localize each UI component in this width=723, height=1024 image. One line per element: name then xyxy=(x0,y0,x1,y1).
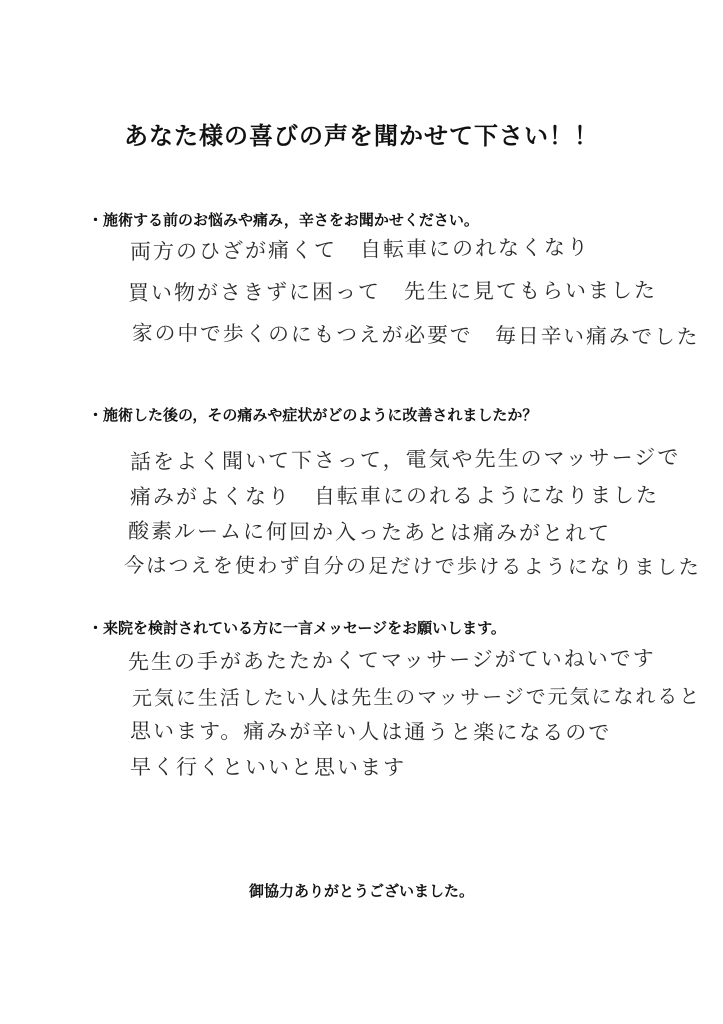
answer-before-line-2: 買い物がさきずに困って 先生に見てもらいました xyxy=(127,278,658,305)
answer-after-line-1: 話をよく聞いて下さって，電気や先生のマッサージで xyxy=(129,445,681,474)
answer-message-line-3: 思います。痛みが辛い人は通うと楽になるので xyxy=(129,719,612,745)
answer-before-line-1: 両方のひざが痛くて 自転車にのれなくなり xyxy=(129,235,591,264)
answer-after-line-3: 酸素ルームに何回か入ったあとは痛みがとれて xyxy=(127,519,612,546)
answer-after-line-2: 痛みがよくなり 自転車にのれるようになりました xyxy=(129,483,660,509)
question-message: ・来院を検討されている方に一言メッセージをお願いします。 xyxy=(88,619,506,637)
answer-message-line-4: 早く行くといいと思います xyxy=(129,755,407,780)
answer-message-line-2: 元気に生活したい人は先生のマッサージで元気になれると xyxy=(131,684,702,710)
form-title: あなた様の喜びの声を聞かせて下さい！！ xyxy=(124,121,599,150)
closing-thanks: 御協力ありがとうございました。 xyxy=(248,882,474,900)
answer-before-line-3: 家の中で歩くのにもつえが必要で 毎日辛い痛みでした xyxy=(131,321,700,349)
question-before-treatment: ・施術する前のお悩みや痛み，辛さをお聞かせください。 xyxy=(88,211,479,229)
answer-message-line-1: 先生の手があたたかくてマッサージがていねいです xyxy=(127,646,656,674)
answer-after-line-4: 今はつえを使わず自分の足だけで歩けるようになりました xyxy=(123,553,701,580)
question-after-treatment: ・施術した後の，その痛みや症状がどのように改善されましたか？ xyxy=(88,406,538,424)
